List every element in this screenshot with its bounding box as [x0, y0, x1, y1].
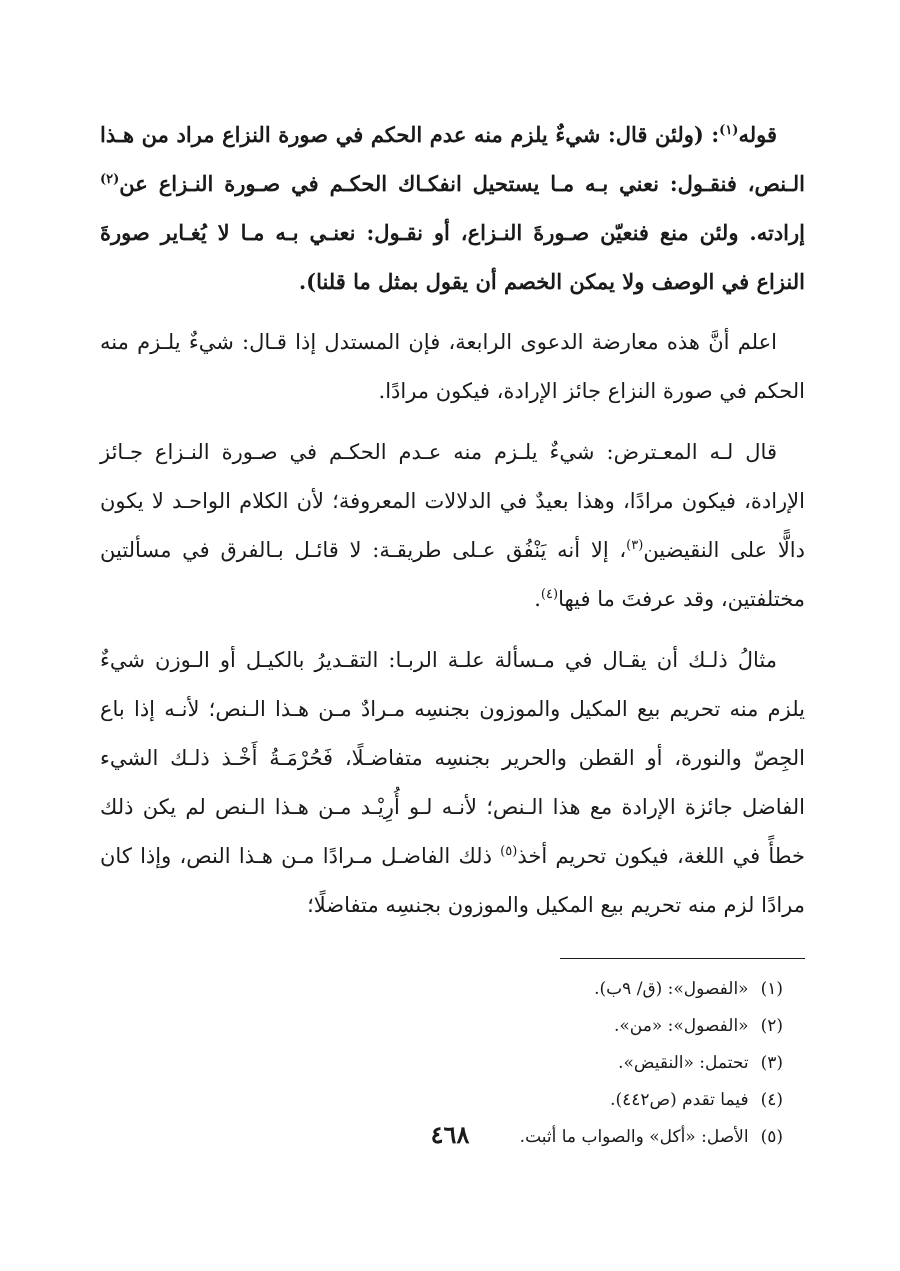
- footnote-text: «الفصول»: (ق/ ٩ب).: [594, 979, 749, 999]
- text-segment: ، إلا أنه يَنْفُق عـلى طريقـة: لا قائـل بـالفرق في مسألتين مختلفتين، وقد عرفتَ ما فيها: [100, 538, 805, 611]
- text-segment: اعلم أنَّ هذه معارضة الدعوى الرابعة، فإن المستدل إذا قـال: شيءٌ يلـزم منه الحكم في صورة النزاع جائز الإرادة، فيكون مرادًا.: [100, 330, 805, 403]
- footnote-separator: [560, 958, 805, 959]
- text-segment: إرادته. ولئن منع فنعيّن صـورةَ النـزاع، أو نقـول: نعنـي بـه مـا لا يُغـاير صورةَ النزاع في الوصف ولا يمكن الخصم أن يقول بمثل ما قلنا).: [100, 220, 805, 294]
- footnote-number: (٣): [760, 1053, 783, 1073]
- paragraph: [100, 428, 805, 624]
- footnote-number: (٢): [760, 1016, 783, 1036]
- text-segment: قال لـه المعـترض: شيءٌ يلـزم منه عـدم الحكـم في صـورة النـزاع جـائز الإرادة، فيكون مرادًا، وهذا بعيدٌ في الدلالات المعروفة؛ لأن الكلام الواحـد لا يكون دالًّا على النقيضين: [100, 440, 805, 562]
- footnote-marker[interactable]: (٣): [626, 538, 644, 553]
- paragraph: [100, 318, 805, 416]
- footnote-item: [100, 1045, 783, 1082]
- text-segment: : (ولئن قال: شيءٌ يلزم منه عدم الحكم في صورة النزاع مراد من هـذا الـنص، فنقـول: نعني بـه مـا يستحيل انفكـاك الحكـم في صـورة النـزاع عن: [100, 122, 805, 196]
- paragraph: [100, 110, 805, 306]
- footnote-number: (٤): [760, 1090, 783, 1110]
- page-body: [100, 110, 805, 1156]
- footnote-item: [100, 1008, 783, 1045]
- footnote-item: [100, 1082, 783, 1119]
- footnote-marker[interactable]: (٤): [540, 587, 559, 602]
- footnote-marker[interactable]: (٥): [500, 844, 518, 859]
- footnote-item: [100, 971, 783, 1008]
- text-segment: قوله: [738, 122, 777, 147]
- footnote-marker[interactable]: (١): [719, 123, 739, 138]
- footnote-text: تحتمل: «النقيض».: [618, 1053, 749, 1073]
- page-number: ٤٦٨: [430, 1120, 470, 1149]
- footnote-marker[interactable]: (٢): [100, 172, 120, 187]
- footnote-text: «الفصول»: «من».: [614, 1016, 749, 1036]
- paragraph: [100, 636, 805, 930]
- text-segment: ذلك الفاضـل مـرادًا مـن هـذا النص، وإذا كان مرادًا لزم منه تحريم بيع المكيل والموزون بجنسِه متفاضلًا؛: [100, 844, 805, 917]
- text-segment: .: [534, 587, 541, 611]
- text-segment: مثالُ ذلـك أن يقـال في مـسألة علـة الربـا: التقـديرُ بالكيـل أو الـوزن شيءٌ يلزم منه تحريم بيع المكيل والموزون بجنسِه مـرادٌ مـن هـذا الـنص؛ لأنـه إذا باع الجِصّ والنورة، أو القطن والحرير بجنسِه متفاضـلًا، فَحُرْمَـةُ أَخْـذ ذلـك الشيء الفاضل جائزة الإرادة مع هذا الـنص؛ لأنـه لـو أُرِيْـد مـن هـذا الـنص لم يكن ذلك خطأً في اللغة، فيكون تحريم أخذ: [100, 648, 805, 868]
- footnote-text: فيما تقدم (ص٤٤٢).: [610, 1090, 749, 1110]
- main-text: [100, 110, 805, 930]
- footnote-number: (٥): [760, 1127, 783, 1147]
- footnote-number: (١): [760, 979, 783, 999]
- footnote-text: الأصل: «أكل» والصواب ما أثبت.: [519, 1127, 749, 1147]
